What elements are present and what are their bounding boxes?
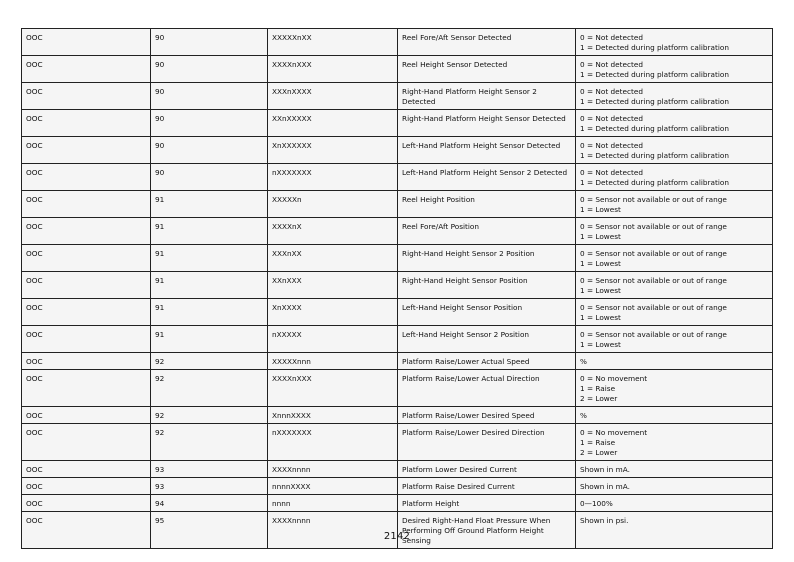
table-row: [22, 83, 773, 110]
source-cell: OOC: [22, 245, 151, 272]
value-line: 1 = Lowest: [580, 232, 621, 241]
parameter-name-cell: Platform Raise/Lower Desired Direction: [398, 424, 576, 461]
value-description-cell: [576, 83, 773, 110]
value-line: 1 = Lowest: [580, 205, 621, 214]
bits-cell: XXnXXXXX: [268, 110, 398, 137]
value-line: 2 = Lower: [580, 448, 618, 457]
value-line: 0 = Not detected: [580, 33, 643, 42]
parameter-name-cell: Desired Right-Hand Float Pressure When Performing Off Ground Platform Height Sensing: [398, 512, 576, 549]
bits-cell: XXXXnXXX: [268, 56, 398, 83]
source-cell: OOC: [22, 137, 151, 164]
page-number: 2142: [383, 531, 411, 542]
source-cell: OOC: [22, 461, 151, 478]
parameter-name-cell: Right-Hand Height Sensor 2 Position: [398, 245, 576, 272]
table-row: [22, 495, 773, 512]
bits-cell: XnXXXX: [268, 299, 398, 326]
bits-cell: XXXXnXXX: [268, 370, 398, 407]
source-cell: OOC: [22, 299, 151, 326]
value-line: 2 = Lower: [580, 394, 618, 403]
value-line: 1 = Lowest: [580, 286, 621, 295]
value-line: 0 = Sensor not available or out of range: [580, 222, 727, 231]
source-cell: OOC: [22, 495, 151, 512]
source-cell: OOC: [22, 29, 151, 56]
parameter-name-cell: Platform Height: [398, 495, 576, 512]
parameter-name-cell: Left-Hand Height Sensor 2 Position: [398, 326, 576, 353]
bits-cell: XXXXXnXX: [268, 29, 398, 56]
value-line: 1 = Lowest: [580, 259, 621, 268]
byte-cell: 91: [151, 245, 268, 272]
parameter-name-cell: Platform Lower Desired Current: [398, 461, 576, 478]
value-line: 0 = Sensor not available or out of range: [580, 195, 727, 204]
source-cell: OOC: [22, 272, 151, 299]
source-cell: OOC: [22, 478, 151, 495]
value-description-cell: [576, 218, 773, 245]
table-row: [22, 29, 773, 56]
source-cell: OOC: [22, 512, 151, 549]
value-description-cell: [576, 461, 773, 478]
bits-cell: nXXXXXXX: [268, 424, 398, 461]
value-description-cell: [576, 299, 773, 326]
bits-cell: XXXnXXXX: [268, 83, 398, 110]
value-description-cell: [576, 191, 773, 218]
value-line: 1 = Detected during platform calibration: [580, 124, 729, 133]
byte-cell: 92: [151, 370, 268, 407]
byte-cell: 91: [151, 218, 268, 245]
table-row: [22, 164, 773, 191]
table-row: [22, 191, 773, 218]
byte-cell: 90: [151, 29, 268, 56]
value-line: 0 = Not detected: [580, 141, 643, 150]
value-line: Shown in mA.: [580, 465, 630, 474]
value-description-cell: [576, 512, 773, 549]
value-description-cell: [576, 424, 773, 461]
value-line: 0—100%: [580, 499, 613, 508]
parameter-name-cell: Left-Hand Platform Height Sensor 2 Detected: [398, 164, 576, 191]
table-row: [22, 424, 773, 461]
byte-cell: 92: [151, 424, 268, 461]
diagnostic-parameter-table: [21, 28, 773, 549]
value-line: 1 = Raise: [580, 438, 616, 447]
value-description-cell: [576, 353, 773, 370]
bits-cell: XXnXXX: [268, 272, 398, 299]
value-description-cell: [576, 164, 773, 191]
value-line: 0 = No movement: [580, 374, 648, 383]
value-line: %: [580, 357, 587, 366]
bits-cell: XXXnXX: [268, 245, 398, 272]
value-line: 0 = Sensor not available or out of range: [580, 330, 727, 339]
table-row: [22, 299, 773, 326]
value-description-cell: [576, 495, 773, 512]
parameter-name-cell: Right-Hand Height Sensor Position: [398, 272, 576, 299]
bits-cell: XnnnXXXX: [268, 407, 398, 424]
parameter-name-cell: Left-Hand Platform Height Sensor Detected: [398, 137, 576, 164]
table-row: [22, 56, 773, 83]
bits-cell: XXXXnnnn: [268, 512, 398, 549]
source-cell: OOC: [22, 110, 151, 137]
parameter-name-cell: Left-Hand Height Sensor Position: [398, 299, 576, 326]
bits-cell: XXXXXnnn: [268, 353, 398, 370]
byte-cell: 90: [151, 83, 268, 110]
byte-cell: 91: [151, 272, 268, 299]
byte-cell: 94: [151, 495, 268, 512]
byte-cell: 92: [151, 407, 268, 424]
source-cell: OOC: [22, 218, 151, 245]
bits-cell: nXXXXXXX: [268, 164, 398, 191]
bits-cell: XXXXXn: [268, 191, 398, 218]
byte-cell: 90: [151, 56, 268, 83]
table-row: [22, 110, 773, 137]
byte-cell: 92: [151, 353, 268, 370]
table-row: [22, 512, 773, 549]
parameter-name-cell: Right-Hand Platform Height Sensor Detected: [398, 110, 576, 137]
source-cell: OOC: [22, 326, 151, 353]
value-line: 1 = Detected during platform calibration: [580, 97, 729, 106]
source-cell: OOC: [22, 83, 151, 110]
bits-cell: XnXXXXXX: [268, 137, 398, 164]
value-line: Shown in mA.: [580, 482, 630, 491]
source-cell: OOC: [22, 56, 151, 83]
value-description-cell: [576, 370, 773, 407]
value-description-cell: [576, 478, 773, 495]
table-row: [22, 370, 773, 407]
value-line: 1 = Lowest: [580, 340, 621, 349]
value-line: 0 = No movement: [580, 428, 648, 437]
value-line: 1 = Detected during platform calibration: [580, 178, 729, 187]
bits-cell: XXXXnX: [268, 218, 398, 245]
parameter-name-cell: Platform Raise/Lower Actual Speed: [398, 353, 576, 370]
table-row: [22, 218, 773, 245]
value-description-cell: [576, 137, 773, 164]
bits-cell: nXXXXX: [268, 326, 398, 353]
source-cell: OOC: [22, 370, 151, 407]
bits-cell: nnnnXXXX: [268, 478, 398, 495]
table-row: [22, 272, 773, 299]
value-line: 1 = Detected during platform calibration: [580, 151, 729, 160]
value-description-cell: [576, 110, 773, 137]
table-row: [22, 407, 773, 424]
table-row: [22, 353, 773, 370]
byte-cell: 95: [151, 512, 268, 549]
value-line: 0 = Not detected: [580, 114, 643, 123]
byte-cell: 90: [151, 164, 268, 191]
byte-cell: 90: [151, 137, 268, 164]
source-cell: OOC: [22, 407, 151, 424]
value-line: 0 = Not detected: [580, 87, 643, 96]
value-description-cell: [576, 29, 773, 56]
value-line: 1 = Lowest: [580, 313, 621, 322]
value-description-cell: [576, 245, 773, 272]
value-description-cell: [576, 407, 773, 424]
value-line: 0 = Sensor not available or out of range: [580, 249, 727, 258]
parameter-name-cell: Platform Raise/Lower Desired Speed: [398, 407, 576, 424]
value-line: 1 = Detected during platform calibration: [580, 70, 729, 79]
table-row: [22, 461, 773, 478]
table-row: [22, 137, 773, 164]
parameter-name-cell: Reel Height Position: [398, 191, 576, 218]
bits-cell: nnnn: [268, 495, 398, 512]
byte-cell: 91: [151, 299, 268, 326]
byte-cell: 93: [151, 478, 268, 495]
value-line: 0 = Sensor not available or out of range: [580, 276, 727, 285]
parameter-name-cell: Platform Raise/Lower Actual Direction: [398, 370, 576, 407]
value-line: 1 = Detected during platform calibration: [580, 43, 729, 52]
source-cell: OOC: [22, 191, 151, 218]
value-description-cell: [576, 326, 773, 353]
bits-cell: XXXXnnnn: [268, 461, 398, 478]
source-cell: OOC: [22, 424, 151, 461]
value-line: 0 = Not detected: [580, 168, 643, 177]
byte-cell: 93: [151, 461, 268, 478]
value-description-cell: [576, 272, 773, 299]
byte-cell: 91: [151, 191, 268, 218]
byte-cell: 91: [151, 326, 268, 353]
table-row: [22, 326, 773, 353]
parameter-name-cell: Reel Fore/Aft Position: [398, 218, 576, 245]
source-cell: OOC: [22, 164, 151, 191]
value-line: 1 = Raise: [580, 384, 616, 393]
value-line: Shown in psi.: [580, 516, 629, 525]
value-line: 0 = Sensor not available or out of range: [580, 303, 727, 312]
parameter-name-cell: Platform Raise Desired Current: [398, 478, 576, 495]
value-line: %: [580, 411, 587, 420]
table-row: [22, 478, 773, 495]
byte-cell: 90: [151, 110, 268, 137]
value-line: 0 = Not detected: [580, 60, 643, 69]
table-body: [22, 29, 773, 549]
source-cell: OOC: [22, 353, 151, 370]
parameter-name-cell: Reel Fore/Aft Sensor Detected: [398, 29, 576, 56]
value-description-cell: [576, 56, 773, 83]
parameter-name-cell: Reel Height Sensor Detected: [398, 56, 576, 83]
parameter-name-cell: Right-Hand Platform Height Sensor 2 Detected: [398, 83, 576, 110]
table-row: [22, 245, 773, 272]
